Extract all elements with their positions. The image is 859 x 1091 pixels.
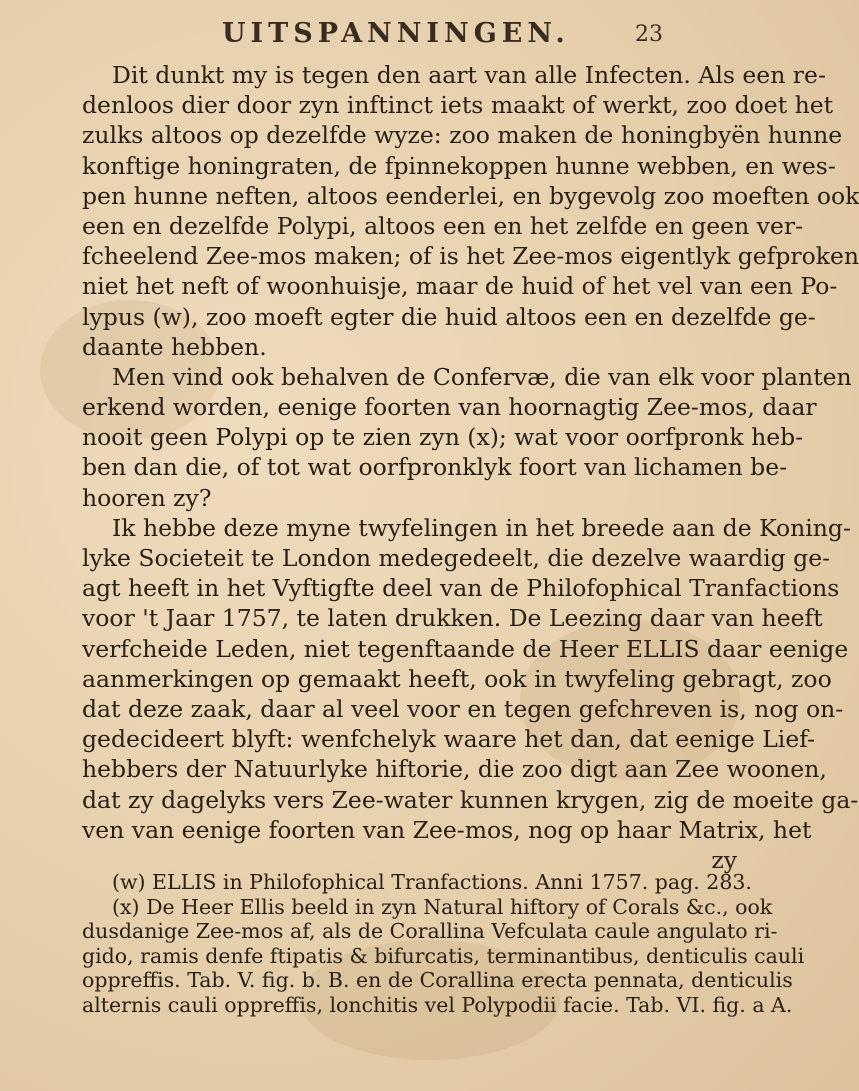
text-line: lypus (w), zoo moeft egter die huid altoos een en dezelfde ge- [82,302,816,331]
text-line: hooren zy? [82,483,212,512]
footnotes [82,870,805,1018]
text-line: lyke Societeit te London medegedeelt, die dezelve waardig ge- [82,544,831,572]
text-line: pen hunne neften, altoos eenderlei, en bygevolg zoo moeften ook [82,181,859,210]
text-line: zulks altoos op dezelfde wyze: zoo maken de honingbyën hunne [82,121,843,150]
text-line: daante hebben. [82,332,267,361]
text-line: erkend worden, eenige foorten van hoornagtig Zee-mos, daar [82,393,817,422]
footnote-line: (w) ELLIS in Philofophical Tranfactions. Anni 1757. pag. 283. [112,870,752,894]
text-line: voor 't Jaar 1757, te laten drukken. De Leezing daar van heeft [82,604,823,633]
main-text [82,60,859,875]
text-line: ven van eenige foorten van Zee-mos, nog op haar Matrix, het [82,815,812,844]
running-head [0,18,800,58]
text-line: agt heeft in het Vyftigfte deel van de Philofophical Tranfactions [82,574,840,603]
page-number: 23 [635,22,663,47]
text-line: Dit dunkt my is tegen den aart van alle Infecten. Als een re- [112,61,826,89]
footnote-line: (x) De Heer Ellis beeld in zyn Natural hiftory of Corals &c., ook [112,894,773,919]
text-line: een en dezelfde Polypi, altoos een en het zelfde en geen ver- [82,211,804,240]
text-line: ben dan die, of tot wat oorfpronklyk foort van lichamen be- [82,453,788,482]
text-line: verfcheide Leden, niet tegenftaande de Heer ELLIS daar eenige [82,634,849,663]
text-line: denloos dier door zyn inftinct iets maakt of werkt, zoo doet het [82,91,834,120]
text-line: dat deze zaak, daar al veel voor en tegen gefchreven is, nog on- [82,694,844,723]
text-line: gedecideert blyft: wenfchelyk waare het dan, dat eenige Lief- [82,725,816,754]
text-line: hebbers der Natuurlyke hiftorie, die zoo digt aan Zee woonen, [82,755,827,784]
footnote-line: dusdanige Zee-mos af, als de Corallina Vefculata caule angulato ri- [82,919,778,944]
text-line: Men vind ook behalven de Confervæ, die van elk voor planten [112,362,852,391]
text-line: nooit geen Polypi op te zien zyn (x); wat voor oorfpronk heb- [82,423,804,452]
text-line: niet het neft of woonhuisje, maar de huid of het vel van een Po- [82,272,838,301]
footnote-line: alternis cauli oppreffis, lonchitis vel Polypodii facie. Tab. VI. fig. a A. [82,992,793,1017]
footnote-line: gido, ramis denfe ftipatis & bifurcatis, terminantibus, denticulis cauli [82,943,805,968]
text-line: Ik hebbe deze myne twyfelingen in het breede aan de Koning- [112,513,851,542]
footnote-line: oppreffis. Tab. V. fig. b. B. en de Corallina erecta pennata, denticulis [82,968,793,993]
catchword: zy [711,845,737,874]
text-line: dat zy dagelyks vers Zee-water kunnen krygen, zig de moeite ga- [82,785,859,814]
text-line: fcheelend Zee-mos maken; of is het Zee-mos eigentlyk gefproken [82,242,859,271]
text-line: aanmerkingen op gemaakt heeft, ook in twyfeling gebragt, zoo [82,664,832,693]
running-head-title: UITSPANNINGEN. [222,18,570,49]
text-line: konftige honingraten, de fpinnekoppen hunne webben, en wes- [82,151,836,180]
